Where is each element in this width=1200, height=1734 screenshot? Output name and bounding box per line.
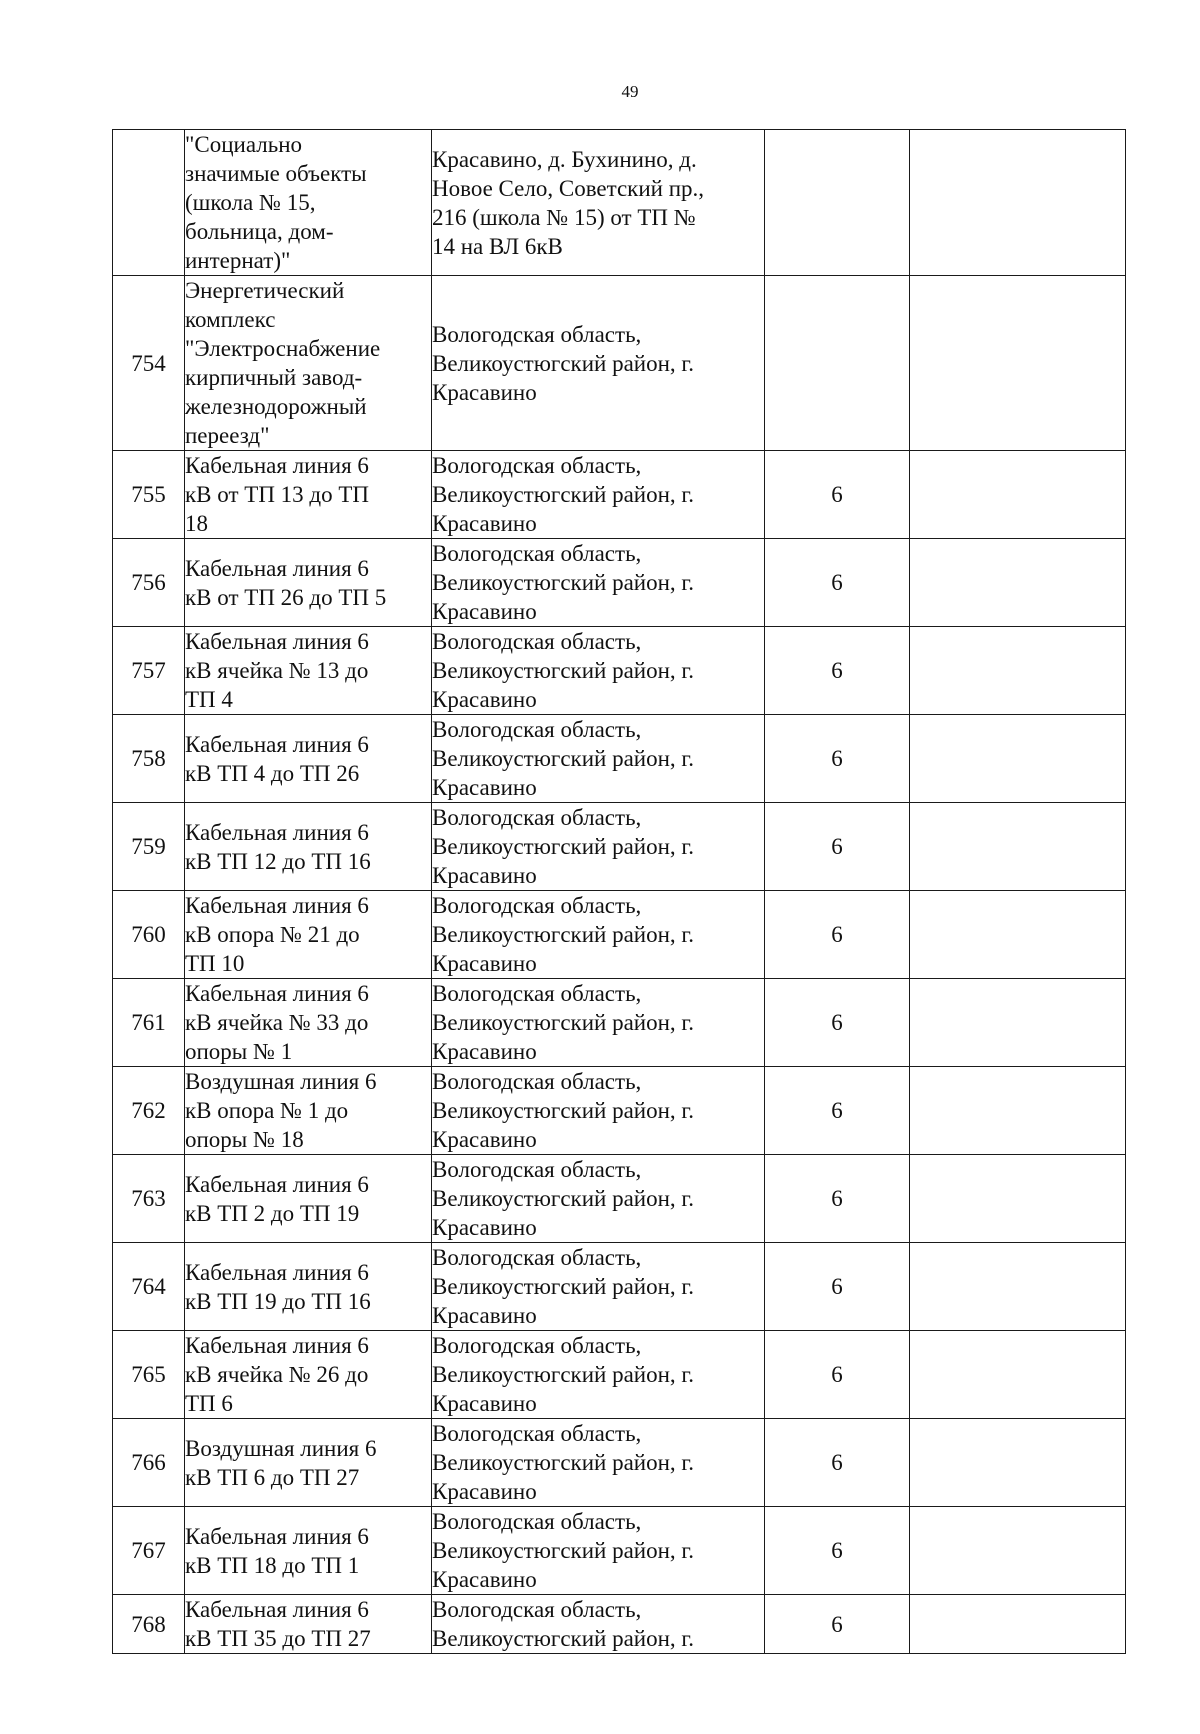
object-name-line: Кабельная линия 6 — [185, 893, 369, 918]
voltage-cell — [765, 130, 910, 276]
page-number: 49 — [621, 82, 639, 101]
location-line: Красавино — [432, 1567, 537, 1592]
voltage-cell: 6 — [765, 1419, 910, 1507]
location-line: Красавино — [432, 1127, 537, 1152]
location-line: Новое Село, Советский пр., — [432, 175, 705, 201]
location-line: Вологодская область, — [432, 629, 642, 654]
voltage-cell: 6 — [765, 627, 910, 715]
row-number-cell: 761 — [113, 979, 185, 1067]
row-number-cell: 756 — [113, 539, 185, 627]
object-name-cell — [185, 539, 432, 627]
registry-table-body — [113, 130, 1126, 1654]
location-cell — [432, 1067, 765, 1155]
location-line: Красавино — [432, 1479, 537, 1504]
voltage-cell: 6 — [765, 451, 910, 539]
table-row — [113, 803, 1126, 891]
object-name-cell — [185, 130, 432, 276]
voltage-cell: 6 — [765, 1331, 910, 1419]
location-line: Красавино — [432, 951, 537, 976]
location-line: Красавино — [432, 1303, 537, 1328]
object-name-line: кВ ТП 6 до ТП 27 — [185, 1464, 360, 1490]
row-number-cell: 767 — [113, 1507, 185, 1595]
object-name-line: кВ опора № 21 до — [185, 922, 360, 947]
object-name-line: "Социально — [185, 132, 303, 157]
object-name-line: Кабельная линия 6 — [185, 981, 369, 1006]
location-line: Вологодская область, — [432, 453, 642, 478]
table-row — [113, 1595, 1126, 1654]
location-line: Великоустюгский район, г. — [432, 658, 695, 683]
object-name-line: Воздушная линия 6 — [185, 1069, 377, 1094]
location-cell — [432, 276, 765, 451]
extra-cell — [910, 1331, 1126, 1419]
location-line: Вологодская область, — [432, 1069, 642, 1094]
extra-cell — [910, 1067, 1126, 1155]
voltage-cell: 6 — [765, 539, 910, 627]
location-line: Вологодская область, — [432, 717, 642, 742]
table-row — [113, 1155, 1126, 1243]
voltage-cell: 6 — [765, 1243, 910, 1331]
location-cell — [432, 803, 765, 891]
object-name-line: (школа № 15, — [185, 190, 316, 215]
object-name-cell — [185, 627, 432, 715]
location-cell — [432, 891, 765, 979]
object-name-line: Кабельная линия 6 — [185, 1333, 369, 1358]
object-name-line: 18 — [185, 511, 208, 536]
object-name-line: опоры № 1 — [185, 1039, 293, 1064]
object-name-cell — [185, 1507, 432, 1595]
table-row-continuation — [113, 130, 1126, 276]
voltage-cell: 6 — [765, 979, 910, 1067]
location-line: Великоустюгский район, г. — [432, 1450, 695, 1475]
row-number-cell: 755 — [113, 451, 185, 539]
object-name-line: кВ ТП 35 до ТП 27 — [185, 1626, 371, 1651]
row-number-cell: 766 — [113, 1419, 185, 1507]
row-number-cell: 759 — [113, 803, 185, 891]
location-line: Вологодская область, — [432, 1157, 642, 1182]
object-name-cell — [185, 715, 432, 803]
location-line: 216 (школа № 15) от ТП № — [432, 204, 696, 230]
object-name-cell — [185, 1155, 432, 1243]
table-row — [113, 1331, 1126, 1419]
location-cell — [432, 715, 765, 803]
object-name-line: значимые объекты — [185, 161, 367, 186]
object-name-line: Кабельная линия 6 — [185, 819, 369, 845]
location-cell — [432, 979, 765, 1067]
extra-cell — [910, 1419, 1126, 1507]
location-cell — [432, 1595, 765, 1654]
object-name-cell — [185, 803, 432, 891]
extra-cell — [910, 130, 1126, 276]
extra-cell — [910, 1595, 1126, 1654]
location-line: Великоустюгский район, г. — [432, 1626, 695, 1651]
object-name-line: кВ ячейка № 13 до — [185, 658, 369, 683]
location-line: Великоустюгский район, г. — [432, 570, 695, 595]
object-name-line: Энергетический — [185, 278, 345, 303]
row-number-cell: 757 — [113, 627, 185, 715]
location-cell — [432, 1507, 765, 1595]
object-name-cell — [185, 1067, 432, 1155]
location-line: Вологодская область, — [432, 1509, 642, 1534]
location-line: Вологодская область, — [432, 1245, 642, 1270]
location-line: Красавино — [432, 1215, 537, 1240]
object-name-cell — [185, 1419, 432, 1507]
object-name-line: Кабельная линия 6 — [185, 1523, 369, 1549]
voltage-cell: 6 — [765, 803, 910, 891]
voltage-cell: 6 — [765, 891, 910, 979]
location-line: Красавино — [432, 687, 537, 712]
location-cell — [432, 130, 765, 276]
location-line: Вологодская область, — [432, 893, 642, 918]
object-name-line: кВ ТП 18 до ТП 1 — [185, 1552, 360, 1578]
object-name-line: Кабельная линия 6 — [185, 1597, 369, 1622]
location-line: Красавино — [432, 863, 537, 888]
object-name-line: кВ ТП 2 до ТП 19 — [185, 1200, 360, 1226]
object-name-line: кирпичный завод- — [185, 365, 363, 390]
table-row — [113, 1067, 1126, 1155]
table-row — [113, 1243, 1126, 1331]
location-line: Вологодская область, — [432, 981, 642, 1006]
location-cell — [432, 539, 765, 627]
object-name-cell — [185, 1331, 432, 1419]
location-line: Великоустюгский район, г. — [432, 482, 695, 507]
location-cell — [432, 1419, 765, 1507]
extra-cell — [910, 451, 1126, 539]
table-row — [113, 979, 1126, 1067]
object-name-line: Воздушная линия 6 — [185, 1435, 377, 1461]
location-line: Красавино — [432, 1391, 537, 1416]
extra-cell — [910, 979, 1126, 1067]
location-line: Великоустюгский район, г. — [432, 1274, 695, 1299]
location-line: Вологодская область, — [432, 805, 642, 830]
location-line: Великоустюгский район, г. — [432, 746, 695, 771]
voltage-cell: 6 — [765, 1507, 910, 1595]
object-name-line: переезд" — [185, 423, 270, 448]
voltage-cell: 6 — [765, 715, 910, 803]
location-line: Красавино — [432, 775, 537, 800]
table-row — [113, 1507, 1126, 1595]
object-name-line: кВ от ТП 13 до ТП — [185, 482, 370, 507]
location-line: Вологодская область, — [432, 541, 642, 566]
row-number-cell: 754 — [113, 276, 185, 451]
extra-cell — [910, 891, 1126, 979]
location-cell — [432, 1331, 765, 1419]
row-number-cell: 758 — [113, 715, 185, 803]
extra-cell — [910, 1155, 1126, 1243]
location-cell — [432, 1155, 765, 1243]
extra-cell — [910, 276, 1126, 451]
location-line: Великоустюгский район, г. — [432, 834, 695, 859]
row-number-cell — [113, 130, 185, 276]
object-name-line: кВ опора № 1 до — [185, 1098, 349, 1123]
object-name-line: кВ ячейка № 26 до — [185, 1362, 369, 1387]
object-name-cell — [185, 276, 432, 451]
object-name-line: кВ ТП 19 до ТП 16 — [185, 1288, 371, 1314]
object-name-line: больница, дом- — [185, 219, 334, 244]
voltage-cell — [765, 276, 910, 451]
voltage-cell: 6 — [765, 1067, 910, 1155]
object-name-line: "Электроснабжение — [185, 336, 381, 361]
object-name-line: Кабельная линия 6 — [185, 555, 369, 581]
location-line: Красавино — [432, 379, 537, 405]
object-name-line: интернат)" — [185, 248, 291, 273]
extra-cell — [910, 1243, 1126, 1331]
location-line: Вологодская область, — [432, 1333, 642, 1358]
object-name-line: Кабельная линия 6 — [185, 629, 369, 654]
location-line: Великоустюгский район, г. — [432, 1538, 695, 1563]
extra-cell — [910, 803, 1126, 891]
registry-table-frame — [112, 129, 1126, 1654]
row-number-cell: 764 — [113, 1243, 185, 1331]
extra-cell — [910, 539, 1126, 627]
object-name-line: Кабельная линия 6 — [185, 731, 369, 757]
location-cell — [432, 627, 765, 715]
extra-cell — [910, 627, 1126, 715]
location-line: Красавино — [432, 1039, 537, 1064]
object-name-cell — [185, 1595, 432, 1654]
location-line: Красавино — [432, 599, 537, 624]
location-line: Великоустюгский район, г. — [432, 1186, 695, 1211]
extra-cell — [910, 715, 1126, 803]
location-cell — [432, 451, 765, 539]
row-number-cell: 762 — [113, 1067, 185, 1155]
object-name-cell — [185, 1243, 432, 1331]
location-line: Вологодская область, — [432, 1421, 642, 1446]
table-row — [113, 539, 1126, 627]
location-line: Вологодская область, — [432, 321, 642, 347]
row-number-cell: 768 — [113, 1595, 185, 1654]
object-name-line: комплекс — [185, 307, 276, 332]
object-name-line: Кабельная линия 6 — [185, 1171, 369, 1197]
row-number-cell: 763 — [113, 1155, 185, 1243]
location-line: Великоустюгский район, г. — [432, 350, 695, 376]
object-name-line: опоры № 18 — [185, 1127, 304, 1152]
object-name-cell — [185, 891, 432, 979]
table-row — [113, 627, 1126, 715]
object-name-line: кВ ТП 12 до ТП 16 — [185, 848, 371, 874]
registry-table — [112, 129, 1126, 1654]
location-line: Великоустюгский район, г. — [432, 1098, 695, 1123]
object-name-line: ТП 6 — [185, 1391, 233, 1416]
location-line: Великоустюгский район, г. — [432, 922, 695, 947]
location-line: Красавино — [432, 511, 537, 536]
object-name-cell — [185, 451, 432, 539]
row-number-cell: 765 — [113, 1331, 185, 1419]
table-row — [113, 715, 1126, 803]
object-name-line: Кабельная линия 6 — [185, 1259, 369, 1285]
extra-cell — [910, 1507, 1126, 1595]
object-name-line: ТП 4 — [185, 687, 233, 712]
table-row — [113, 276, 1126, 451]
object-name-line: железнодорожный — [185, 394, 367, 419]
voltage-cell: 6 — [765, 1595, 910, 1654]
table-row — [113, 451, 1126, 539]
object-name-line: Кабельная линия 6 — [185, 453, 369, 478]
object-name-line: кВ ТП 4 до ТП 26 — [185, 760, 360, 786]
row-number-cell: 760 — [113, 891, 185, 979]
location-line: Красавино, д. Бухинино, д. — [432, 146, 697, 172]
location-line: Великоустюгский район, г. — [432, 1362, 695, 1387]
object-name-cell — [185, 979, 432, 1067]
object-name-line: кВ ячейка № 33 до — [185, 1010, 369, 1035]
table-row — [113, 891, 1126, 979]
object-name-line: ТП 10 — [185, 951, 245, 976]
table-row — [113, 1419, 1126, 1507]
location-line: Великоустюгский район, г. — [432, 1010, 695, 1035]
voltage-cell: 6 — [765, 1155, 910, 1243]
location-line: 14 на ВЛ 6кВ — [432, 233, 563, 259]
object-name-line: кВ от ТП 26 до ТП 5 — [185, 584, 387, 610]
location-cell — [432, 1243, 765, 1331]
location-line: Вологодская область, — [432, 1597, 642, 1622]
